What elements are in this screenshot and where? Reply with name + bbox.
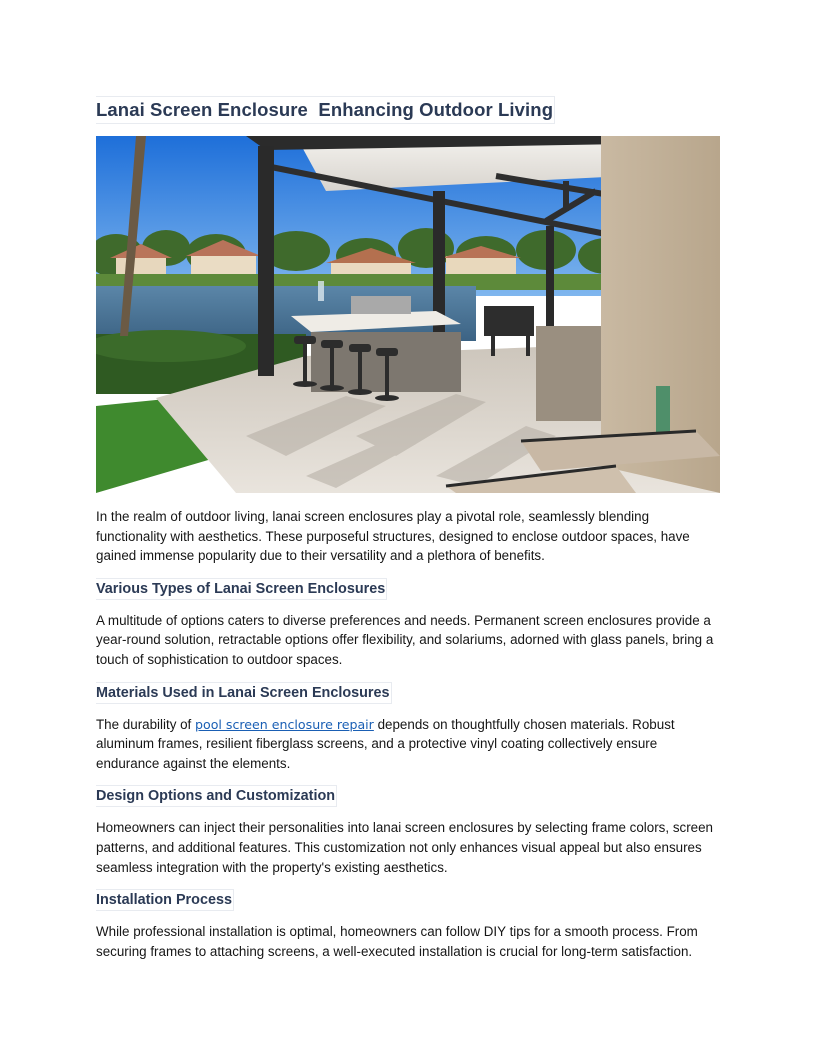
section-paragraph: Homeowners can inject their personalities into lanai screen enclosures by selecting frame colors, screen patterns, and additional features. This customization not only enhances visual appeal but also ensures seamless integration with the property's existing aesthetics. <box>96 820 714 875</box>
document-page <box>96 96 720 961</box>
paragraph-text: The durability of <box>96 716 195 732</box>
hero-image <box>96 136 720 493</box>
page-title: Lanai Screen Enclosure Enhancing Outdoor Living <box>96 96 555 124</box>
paragraph-text: depends on thoughtfully chosen materials. Robust aluminum frames, resilient fiberglass screens, and a protective vinyl coating collectively ensure endurance against the elements. <box>96 716 675 771</box>
pool-screen-repair-link[interactable]: pool screen enclosure repair <box>195 716 374 732</box>
intro-paragraph: In the realm of outdoor living, lanai screen enclosures play a pivotal role, seamlessly blending functionality with aesthetics. These purposeful structures, designed to enclose outdoor spaces, have gained immense popularity due to their versatility and a plethora of benefits. <box>96 509 690 564</box>
section-paragraph: A multitude of options caters to diverse preferences and needs. Permanent screen enclosures provide a year-round solution, retractable options offer flexibility, and solariums, adorned with glass panels, bring a touch of sophistication to outdoor spaces. <box>96 612 714 667</box>
section-heading: Design Options and Customization <box>96 785 337 807</box>
section-heading: Installation Process <box>96 889 234 911</box>
section-heading: Materials Used in Lanai Screen Enclosures <box>96 682 392 704</box>
section-paragraph <box>96 715 720 774</box>
section-heading: Various Types of Lanai Screen Enclosures <box>96 578 387 600</box>
section-paragraph: While professional installation is optimal, homeowners can follow DIY tips for a smooth process. From securing frames to attaching screens, a well-executed installation is crucial for long-term satisfaction. <box>96 924 698 959</box>
hero-photo <box>96 136 720 493</box>
